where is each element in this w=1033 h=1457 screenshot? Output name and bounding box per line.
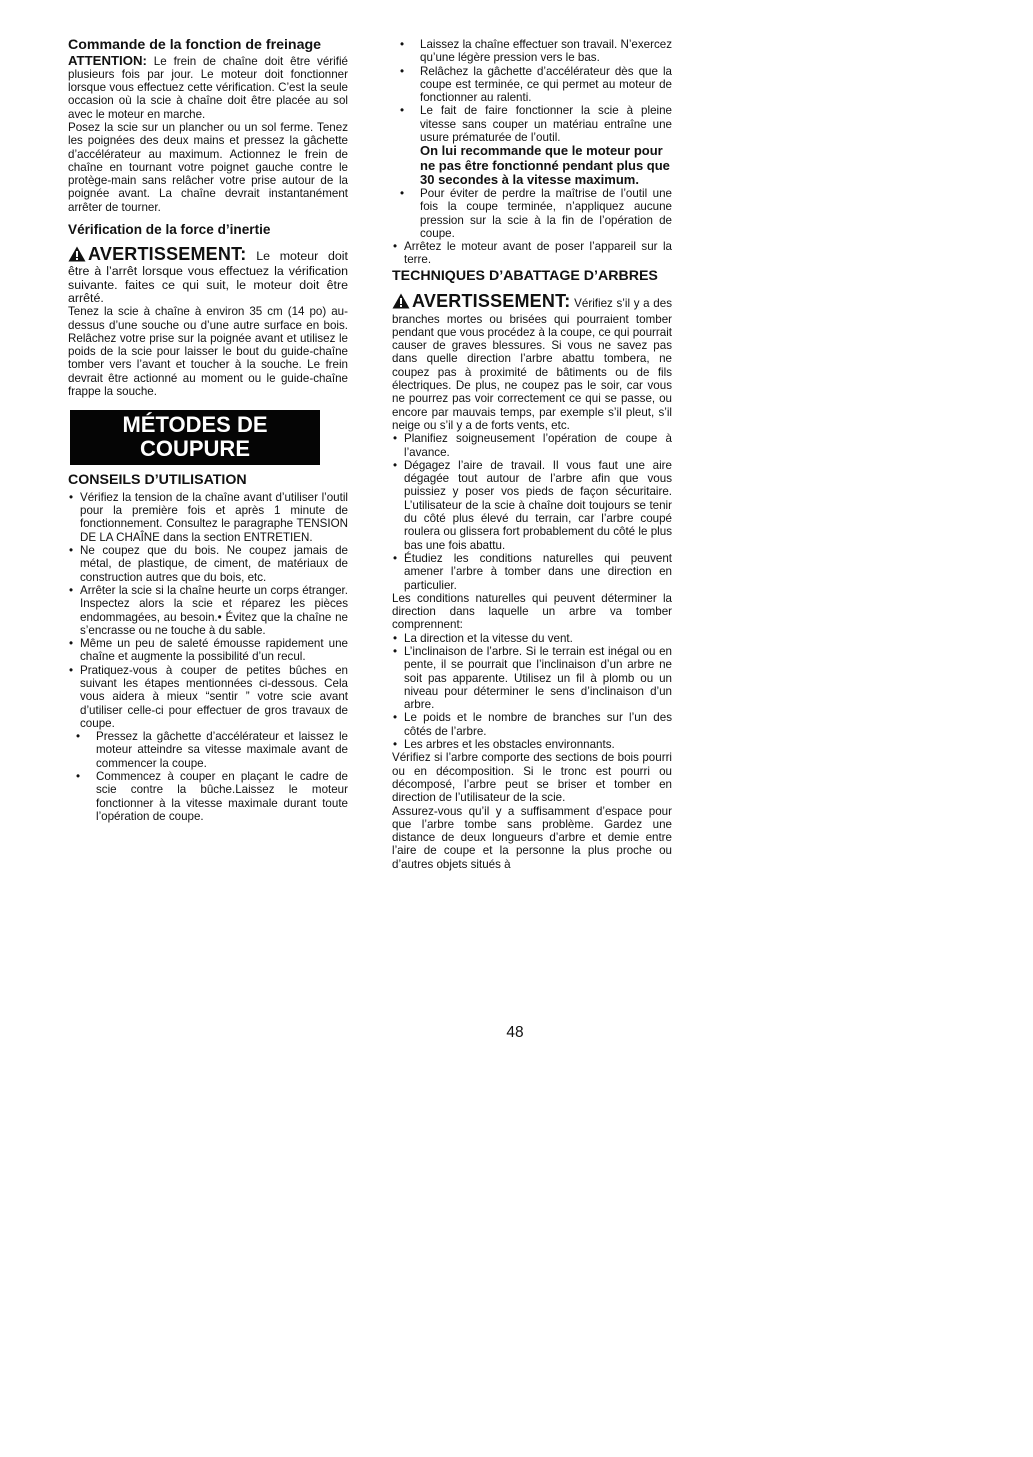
list-item: • Ne coupez que du bois. Ne coupez jamais de métal, de plastique, de ciment, de matériaux de construction autres que du bois, etc.: [68, 544, 348, 584]
brake-heading: Commande de la fonction de freinage: [68, 37, 322, 53]
list-item: • Même un peu de saleté émousse rapidement une chaîne et augmente la possibilité d’un recul.: [68, 637, 348, 664]
list-item: • Les arbres et les obstacles environnants.: [392, 738, 672, 751]
right-column: [392, 38, 672, 871]
list-item: • L’inclinaison de l’arbre. Si le terrain est inégal ou en pente, il se pourrait que l’inclinaison d’un arbre ne soit pas apparente. Utilisez un fil à plomb ou un niveau pour déterminer le sens d’inclinaison d’un arbre.: [392, 645, 672, 711]
banner-line-1: MÉTODES DE: [122, 412, 268, 438]
conditions-list: [392, 632, 672, 752]
list-item-text: Le fait de faire fonctionner la scie à pleine vitesse sans couper un matériau entraîne une usure prématurée de l’outil.: [420, 104, 672, 145]
list-item: • Le poids et le nombre de branches sur l’un des côtés de l’arbre.: [392, 711, 672, 738]
warning-icon: [392, 293, 410, 312]
list-item: • Pressez la gâchette d’accélérateur et laissez le moteur atteindre sa vitesse maximale avant de commencer la coupe.: [68, 730, 348, 770]
list-item: • Arrêtez le moteur avant de poser l’appareil sur la terre.: [392, 240, 672, 267]
steps-list: [68, 730, 348, 823]
warning-paragraph: [392, 293, 672, 432]
page-number: 48: [506, 1024, 524, 1041]
stop-list: [392, 240, 672, 267]
brake-paragraph: Posez la scie sur un plancher ou un sol ferme. Tenez les poignées des deux mains et pressez la gâchette d’accélérateur au maximum. Actionnez le frein de chaîne en tournant votre poignet gauche contre le protège-main sans relâcher votre prise autour de la poignée avant. La chaîne devrait instantanément arrêter de tourner.: [68, 120, 348, 214]
list-item: • Relâchez la gâchette d’accélérateur dès que la coupe est terminée, ce qui permet au moteur de fonctionner au ralenti.: [392, 65, 672, 105]
list-item: • Arrêter la scie si la chaîne heurte un corps étranger. Inspectez alors la scie et réparez les pièces endommagées, au besoin.• Évitez que la chaîne ne s’encrasse ou ne touche à du sable.: [68, 584, 348, 637]
warning-label: AVERTISSEMENT:: [412, 291, 571, 312]
inertia-heading: Vérification de la force d’inertie: [68, 222, 271, 238]
warning-paragraph: [68, 246, 348, 305]
list-item: • Étudiez les conditions naturelles qui peuvent amener l’arbre à tomber dans une direction en particulier.: [392, 552, 672, 592]
warning-text: Vérifiez s’il y a des branches mortes ou brisées qui pourraient tomber pendant que vous procédez à la coupe, ce qui pourrait causer de graves blessures. Si vous ne savez pas dans quelle direction l’arbre abattu tombera, ne coupez pas à proximité de bâtiments ou de fils électriques. De plus, ne coupez pas le soir, car vous ne pourrez pas voir correctement ce qui se passe, ou encore par mauvais temps, par exemple s’il pleut, s’il neige ou s’il y a de forts vents, etc.: [392, 297, 672, 432]
warning-label: AVERTISSEMENT:: [88, 244, 247, 265]
attention-label: ATTENTION:: [68, 52, 147, 68]
felling-list: [392, 432, 672, 592]
warning-icon: [68, 246, 86, 265]
attention-paragraph: [68, 54, 348, 121]
tips-heading: CONSEILS D’UTILISATION: [68, 472, 247, 489]
space-paragraph: Assurez-vous qu’il y a suffisamment d’espace pour que l’arbre tombe sans problème. Gardez une distance de deux longueurs d’arbre et demie entre l’aire de coupe et la personne la plus proche ou d’autres objets situés à: [392, 804, 672, 871]
left-column: [68, 38, 348, 823]
conditions-intro: Les conditions naturelles qui peuvent déterminer la direction dans laquelle un arbre va tomber comprennent:: [392, 591, 672, 632]
felling-heading: TECHNIQUES D’ABATTAGE D’ARBRES: [392, 267, 658, 284]
bold-note: On lui recommande que le moteur pour ne pas être fonctionné pendant plus que 30 secondes à la vitesse maximum.: [420, 143, 670, 187]
list-item: • La direction et la vitesse du vent.: [392, 632, 672, 645]
list-item: [392, 104, 672, 187]
inertia-paragraph: Tenez la scie à chaîne à environ 35 cm (14 po) au-dessus d’une souche ou d’une autre surface en bois. Relâchez votre prise sur la poignée avant et utilisez le poids de la scie pour laisser le bout du guide-chaîne tomber vers l’avant et toucher à la souche. Le frein devrait être actionné au moment ou le guide-chaîne frappe la souche.: [68, 305, 348, 399]
list-item: • Dégagez l’aire de travail. Il vous faut une aire dégagée tout autour de l’arbre afin que vous puissiez y poser vos pieds de façon sécuritaire. L’utilisateur de la scie à chaîne doit toujours se tenir du côté plus élevé du terrain, car l’arbre coupé roulera ou glissera fort probablement du côté le plus bas une fois abattu.: [392, 459, 672, 552]
list-item: • Pratiquez-vous à couper de petites bûches en suivant les étapes mentionnées ci-dessous. Cela vous aidera à mieux “sentir ” votre scie avant d’utiliser celle-ci pour effectuer de gros travaux de coupe.: [68, 664, 348, 730]
rot-paragraph: Vérifiez si l’arbre comporte des sections de bois pourri ou en décomposition. Si le tronc est pourri ou décomposé, l’arbre peut se briser et tomber en direction de l’utilisateur de la scie.: [392, 751, 672, 805]
tips-list: [68, 491, 348, 730]
steps-list-continued: [392, 38, 672, 240]
list-item: • Laissez la chaîne effectuer son travail. N’exercez qu’une légère pression vers le bas.: [392, 38, 672, 65]
section-banner: [70, 410, 320, 465]
attention-text: Le frein de chaîne doit être vérifié plusieurs fois par jour. Le moteur doit fonctionner lorsque vous effectuez cette vérification. C’est la seule occasion où la scie à chaîne doit être placée au sol avec le moteur en marche.: [68, 54, 348, 121]
list-item: • Planifiez soigneusement l’opération de coupe à l’avance.: [392, 432, 672, 459]
list-item: • Vérifiez la tension de la chaîne avant d’utiliser l’outil pour la première fois et après 1 minute de fonctionnement. Consultez le paragraphe TENSION DE LA CHAÎNE dans la section ENTRETIEN.: [68, 491, 348, 544]
list-item: • Commencez à couper en plaçant le cadre de scie contre la bûche.Laissez le moteur fonctionner à la vitesse maximale durant toute l’opération de coupe.: [68, 770, 348, 823]
warning-text: Le moteur doit être à l’arrêt lorsque vous effectuez la vérification suivante. faites ce qui suit, le moteur doit être arrêté.: [68, 249, 348, 305]
banner-line-2: COUPURE: [139, 436, 250, 462]
list-item: • Pour éviter de perdre la maîtrise de l’outil une fois la coupe terminée, n’appliquez aucune pression sur la scie à la fin de l’opération de coupe.: [392, 187, 672, 240]
